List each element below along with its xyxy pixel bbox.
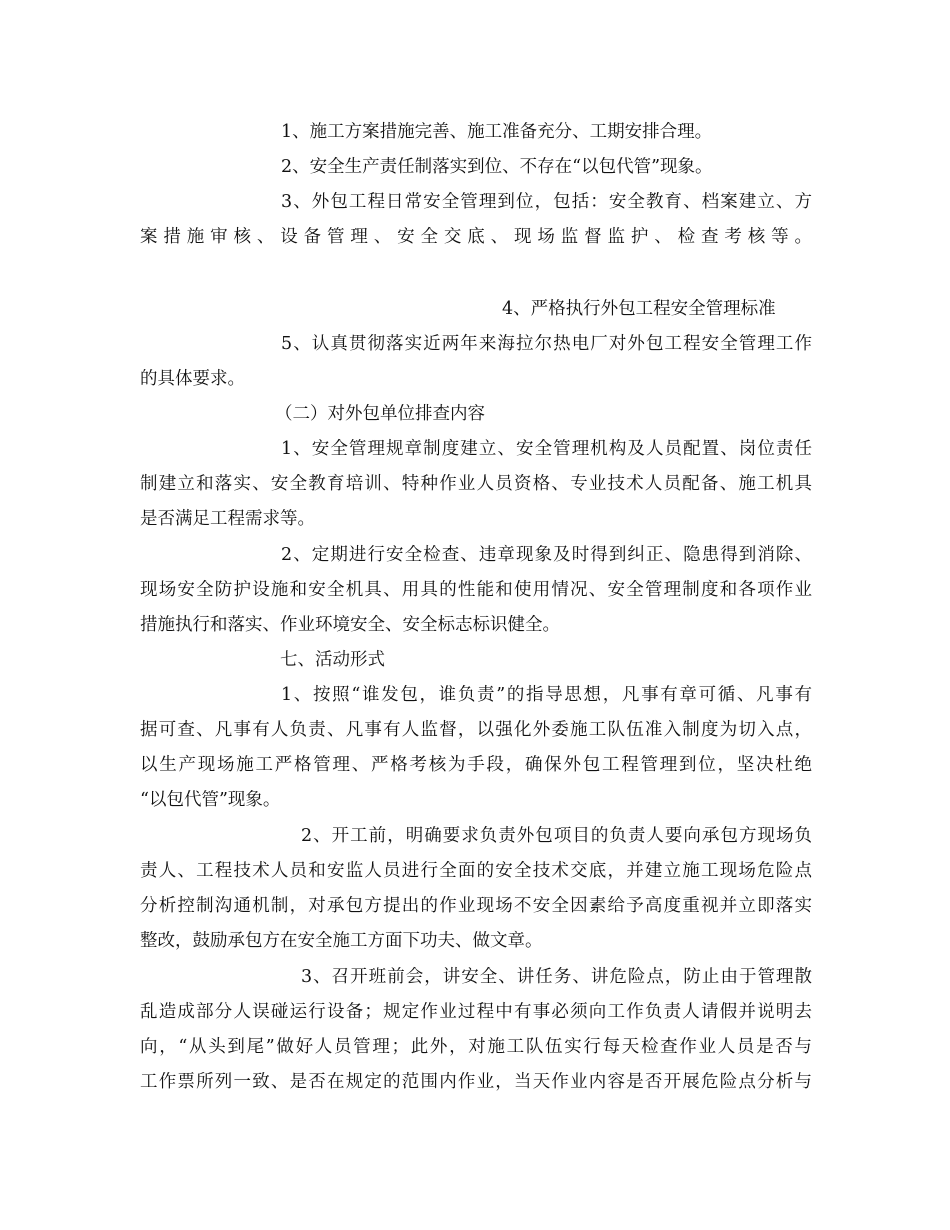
paragraph-line: 向，“从头到尾”做好人员管理；此外，对施工队伍实行每天检查作业人员是否与 bbox=[140, 1037, 812, 1057]
paragraph-line: 1、按照“谁发包，谁负责”的指导思想，凡事有章可循、凡事有 bbox=[281, 685, 812, 705]
paragraph-line: 以生产现场施工严格管理、严格考核为手段，确保外包工程管理到位，坚决杜绝 bbox=[140, 755, 812, 775]
paragraph-line: 1、施工方案措施完善、施工准备充分、工期安排合理。 bbox=[281, 122, 713, 142]
paragraph-line: “以包代管”现象。 bbox=[140, 790, 281, 810]
paragraph-line: 措施执行和落实、作业环境安全、安全标志标识健全。 bbox=[140, 615, 560, 635]
paragraph-line: 3、召开班前会，讲安全、讲任务、讲危险点，防止由于管理散 bbox=[301, 967, 812, 987]
paragraph-line: 3、外包工程日常安全管理到位，包括：安全教育、档案建立、方 bbox=[281, 192, 812, 212]
paragraph-line: 1、安全管理规章制度建立、安全管理机构及人员配置、岗位责任 bbox=[281, 439, 812, 459]
section-heading: （二）对外包单位排查内容 bbox=[275, 404, 485, 424]
paragraph-line: 5、认真贯彻落实近两年来海拉尔热电厂对外包工程安全管理工作 bbox=[281, 334, 812, 354]
paragraph-line: 整改，鼓励承包方在安全施工方面下功夫、做文章。 bbox=[140, 931, 543, 951]
paragraph-line: 分析控制沟通机制，对承包方提出的作业现场不安全因素给予高度重视并立即落实 bbox=[140, 896, 812, 916]
paragraph-line: 案措施审核、设备管理、安全交底、现场监督监护、检查考核等。 bbox=[140, 227, 812, 247]
paragraph-line: 2、开工前，明确要求负责外包项目的负责人要向承包方现场负 bbox=[301, 826, 812, 846]
paragraph-line: 乱造成部分人误碰运行设备；规定作业过程中有事必须向工作负责人请假并说明去 bbox=[140, 1002, 812, 1022]
paragraph-line: 制建立和落实、安全教育培训、特种作业人员资格、专业技术人员配备、施工机具 bbox=[140, 474, 812, 494]
paragraph-line: 的具体要求。 bbox=[140, 369, 245, 389]
paragraph-line: 2、定期进行安全检查、违章现象及时得到纠正、隐患得到消除、 bbox=[281, 545, 812, 565]
paragraph-line: 2、安全生产责任制落实到位、不存在“以包代管”现象。 bbox=[281, 157, 713, 177]
section-heading: 七、活动形式 bbox=[280, 650, 385, 670]
paragraph-line: 责人、工程技术人员和安监人员进行全面的安全技术交底，并建立施工现场危险点 bbox=[140, 861, 812, 881]
paragraph-line: 是否满足工程需求等。 bbox=[140, 509, 315, 529]
paragraph-line: 4、严格执行外包工程安全管理标准 bbox=[502, 299, 776, 319]
paragraph-line: 据可查、凡事有人负责、凡事有人监督，以强化外委施工队伍准入制度为切入点， bbox=[140, 720, 812, 740]
paragraph-line: 现场安全防护设施和安全机具、用具的性能和使用情况、安全管理制度和各项作业 bbox=[140, 580, 812, 600]
paragraph-line: 工作票所列一致、是否在规定的范围内作业，当天作业内容是否开展危险点分析与 bbox=[140, 1072, 812, 1092]
